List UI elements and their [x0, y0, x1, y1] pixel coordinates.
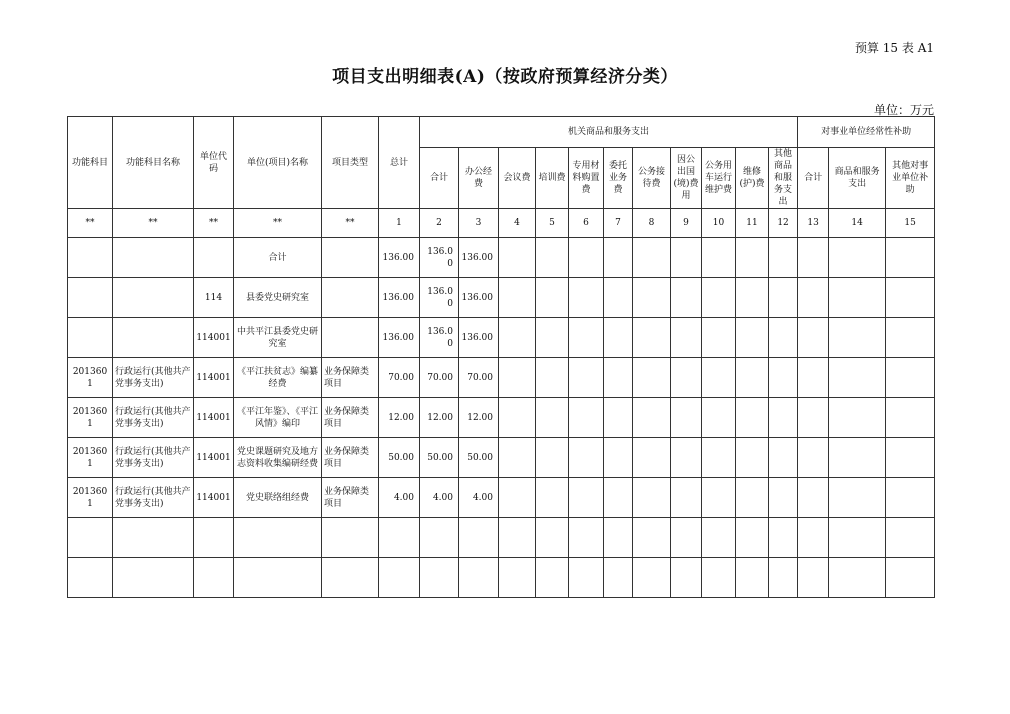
cell-empty: [829, 318, 886, 358]
sub-header-a-3: 培训费: [536, 148, 569, 209]
cell-empty: [736, 318, 769, 358]
cell-empty: [499, 478, 536, 518]
sub-header-a-0: 合计: [420, 148, 459, 209]
cell-unit-code: 114001: [194, 358, 234, 398]
group-a-header: 机关商品和服务支出: [420, 117, 798, 148]
cell-empty: [604, 358, 633, 398]
cell-unit-code: 114001: [194, 398, 234, 438]
cell-func-code: 2013601: [68, 478, 113, 518]
cell-empty: [604, 518, 633, 558]
cell-empty: [769, 358, 798, 398]
cell-empty: [604, 478, 633, 518]
sub-header-a-7: 因公出国(境)费用: [671, 148, 702, 209]
cell-func-name: 行政运行(其他共产党事务支出): [113, 438, 194, 478]
cell-empty: [499, 438, 536, 478]
cell-unit-code: 114001: [194, 438, 234, 478]
table-row: [68, 398, 935, 438]
cell-empty: [769, 398, 798, 438]
cell-type: 业务保障类项目: [322, 438, 379, 478]
cell-empty: [769, 238, 798, 278]
column-number: 5: [536, 209, 569, 238]
cell-unit-code: [194, 558, 234, 598]
col-func-name-header: 功能科目名称: [113, 117, 194, 209]
column-number: 7: [604, 209, 633, 238]
column-number: 4: [499, 209, 536, 238]
table-row: [68, 358, 935, 398]
cell-empty: [702, 318, 736, 358]
cell-unit-code: 114: [194, 278, 234, 318]
sub-header-a-4: 专用材料购置费: [569, 148, 604, 209]
cell-func-code: 2013601: [68, 438, 113, 478]
cell-empty: [702, 278, 736, 318]
cell-name: 中共平江县委党史研究室: [234, 318, 322, 358]
cell-empty: [569, 278, 604, 318]
cell-empty: [829, 478, 886, 518]
cell-empty: [829, 398, 886, 438]
group-b-header: 对事业单位经常性补助: [798, 117, 935, 148]
column-number: 14: [829, 209, 886, 238]
cell-empty: [798, 478, 829, 518]
cell-name: [234, 518, 322, 558]
sub-header-b-0: 合计: [798, 148, 829, 209]
cell-office: 136.00: [459, 238, 499, 278]
cell-name: 党史联络组经费: [234, 478, 322, 518]
cell-func-name: [113, 238, 194, 278]
cell-empty: [798, 278, 829, 318]
cell-a-total: 50.00: [420, 438, 459, 478]
cell-empty: [736, 438, 769, 478]
cell-func-code: 2013601: [68, 398, 113, 438]
cell-total: 4.00: [379, 478, 420, 518]
cell-empty: [736, 358, 769, 398]
cell-office: 50.00: [459, 438, 499, 478]
cell-empty: [604, 238, 633, 278]
cell-empty: [702, 558, 736, 598]
cell-empty: [798, 318, 829, 358]
cell-office: 136.00: [459, 318, 499, 358]
cell-name: 党史课题研究及地方志资料收集编研经费: [234, 438, 322, 478]
cell-empty: [536, 398, 569, 438]
cell-name: 《平江年鉴》、《平江风情》编印: [234, 398, 322, 438]
table-row: [68, 438, 935, 478]
cell-empty: [536, 358, 569, 398]
cell-unit-code: 114001: [194, 478, 234, 518]
cell-empty: [499, 398, 536, 438]
cell-empty: [604, 278, 633, 318]
cell-func-name: 行政运行(其他共产党事务支出): [113, 478, 194, 518]
cell-empty: [886, 278, 935, 318]
cell-unit-code: [194, 518, 234, 558]
table-row: [68, 518, 935, 558]
cell-empty: [702, 238, 736, 278]
cell-func-code: [68, 558, 113, 598]
cell-empty: [702, 358, 736, 398]
cell-empty: [671, 278, 702, 318]
cell-a-total: 12.00: [420, 398, 459, 438]
cell-empty: [769, 318, 798, 358]
cell-empty: [671, 358, 702, 398]
cell-empty: [633, 518, 671, 558]
cell-func-code: [68, 238, 113, 278]
cell-a-total: [420, 518, 459, 558]
cell-empty: [736, 398, 769, 438]
sub-header-a-9: 维修(护)费: [736, 148, 769, 209]
cell-a-total: 136.00: [420, 278, 459, 318]
column-number: 11: [736, 209, 769, 238]
cell-empty: [536, 478, 569, 518]
cell-empty: [633, 238, 671, 278]
cell-type: [322, 238, 379, 278]
cell-empty: [633, 558, 671, 598]
page-title: 项目支出明细表(A)（按政府预算经济分类）: [332, 67, 678, 87]
col-proj-type-header: 项目类型: [322, 117, 379, 209]
cell-total: 136.00: [379, 278, 420, 318]
cell-name: 《平江扶贫志》编纂经费: [234, 358, 322, 398]
cell-office: 12.00: [459, 398, 499, 438]
cell-empty: [671, 478, 702, 518]
cell-empty: [798, 518, 829, 558]
cell-empty: [633, 398, 671, 438]
cell-empty: [736, 238, 769, 278]
cell-empty: [633, 478, 671, 518]
cell-type: [322, 278, 379, 318]
cell-empty: [829, 358, 886, 398]
cell-empty: [536, 438, 569, 478]
column-number: 2: [420, 209, 459, 238]
number-row: [68, 209, 935, 238]
cell-empty: [769, 278, 798, 318]
cell-unit-code: 114001: [194, 318, 234, 358]
cell-func-code: 2013601: [68, 358, 113, 398]
cell-empty: [829, 278, 886, 318]
cell-empty: [633, 278, 671, 318]
table-row: [68, 478, 935, 518]
cell-func-name: [113, 558, 194, 598]
column-number: 12: [769, 209, 798, 238]
cell-name: 县委党史研究室: [234, 278, 322, 318]
cell-empty: [536, 518, 569, 558]
cell-empty: [536, 318, 569, 358]
col-unit-name-header: 单位(项目)名称: [234, 117, 322, 209]
cell-a-total: 70.00: [420, 358, 459, 398]
cell-empty: [499, 518, 536, 558]
cell-empty: [769, 438, 798, 478]
cell-office: [459, 558, 499, 598]
cell-type: [322, 318, 379, 358]
cell-empty: [569, 238, 604, 278]
col-unit-code-header: 单位代码: [194, 117, 234, 209]
cell-empty: [499, 358, 536, 398]
column-number: **: [194, 209, 234, 238]
cell-a-total: [420, 558, 459, 598]
cell-empty: [633, 438, 671, 478]
cell-empty: [604, 438, 633, 478]
cell-office: 136.00: [459, 278, 499, 318]
cell-func-name: [113, 318, 194, 358]
cell-empty: [569, 558, 604, 598]
cell-empty: [604, 558, 633, 598]
cell-empty: [769, 478, 798, 518]
cell-empty: [886, 358, 935, 398]
cell-empty: [736, 558, 769, 598]
table-row: [68, 238, 935, 278]
cell-total: 12.00: [379, 398, 420, 438]
cell-total: 136.00: [379, 318, 420, 358]
cell-func-name: 行政运行(其他共产党事务支出): [113, 358, 194, 398]
cell-empty: [829, 518, 886, 558]
table-row: [68, 318, 935, 358]
cell-a-total: 136.00: [420, 238, 459, 278]
cell-empty: [702, 438, 736, 478]
sub-header-a-5: 委托业务费: [604, 148, 633, 209]
cell-empty: [798, 398, 829, 438]
cell-func-code: [68, 518, 113, 558]
cell-unit-code: [194, 238, 234, 278]
cell-total: [379, 518, 420, 558]
cell-office: 70.00: [459, 358, 499, 398]
cell-type: [322, 518, 379, 558]
cell-empty: [886, 398, 935, 438]
cell-func-name: [113, 278, 194, 318]
cell-func-name: 行政运行(其他共产党事务支出): [113, 398, 194, 438]
cell-empty: [829, 438, 886, 478]
cell-empty: [702, 398, 736, 438]
cell-type: 业务保障类项目: [322, 358, 379, 398]
cell-a-total: 136.00: [420, 318, 459, 358]
cell-empty: [886, 478, 935, 518]
cell-a-total: 4.00: [420, 478, 459, 518]
cell-type: [322, 558, 379, 598]
cell-empty: [499, 558, 536, 598]
cell-empty: [569, 358, 604, 398]
cell-empty: [886, 438, 935, 478]
cell-empty: [702, 518, 736, 558]
cell-empty: [633, 318, 671, 358]
sub-header-a-1: 办公经费: [459, 148, 499, 209]
cell-empty: [671, 518, 702, 558]
cell-empty: [633, 358, 671, 398]
cell-empty: [569, 318, 604, 358]
cell-empty: [604, 318, 633, 358]
cell-empty: [798, 438, 829, 478]
unit-label: 单位：万元: [873, 103, 934, 117]
cell-empty: [886, 558, 935, 598]
column-number: 6: [569, 209, 604, 238]
column-number: 3: [459, 209, 499, 238]
cell-empty: [604, 398, 633, 438]
cell-empty: [702, 478, 736, 518]
column-number: 1: [379, 209, 420, 238]
cell-name: 合计: [234, 238, 322, 278]
cell-empty: [671, 438, 702, 478]
cell-name: [234, 558, 322, 598]
cell-func-name: [113, 518, 194, 558]
cell-empty: [569, 518, 604, 558]
column-number: **: [113, 209, 194, 238]
cell-func-code: [68, 318, 113, 358]
cell-empty: [536, 238, 569, 278]
sub-header-a-2: 会议费: [499, 148, 536, 209]
sub-header-a-8: 公务用车运行维护费: [702, 148, 736, 209]
cell-office: 4.00: [459, 478, 499, 518]
cell-empty: [736, 518, 769, 558]
cell-empty: [536, 558, 569, 598]
sub-header-b-2: 其他对事业单位补助: [886, 148, 935, 209]
form-code: 预算 15 表 A1: [854, 41, 934, 55]
cell-empty: [769, 518, 798, 558]
sub-header-b-1: 商品和服务支出: [829, 148, 886, 209]
cell-empty: [886, 318, 935, 358]
cell-empty: [769, 558, 798, 598]
cell-type: 业务保障类项目: [322, 478, 379, 518]
cell-empty: [798, 238, 829, 278]
cell-empty: [671, 558, 702, 598]
column-number: 9: [671, 209, 702, 238]
cell-empty: [671, 238, 702, 278]
cell-empty: [499, 278, 536, 318]
column-number: 8: [633, 209, 671, 238]
cell-type: 业务保障类项目: [322, 398, 379, 438]
cell-total: 136.00: [379, 238, 420, 278]
column-number: **: [322, 209, 379, 238]
cell-empty: [886, 518, 935, 558]
cell-empty: [569, 478, 604, 518]
table-row: [68, 558, 935, 598]
column-number: **: [234, 209, 322, 238]
sub-header-a-10: 其他商品和服务支出: [769, 148, 798, 209]
cell-empty: [829, 238, 886, 278]
cell-empty: [886, 238, 935, 278]
column-number: 13: [798, 209, 829, 238]
cell-empty: [798, 558, 829, 598]
cell-empty: [798, 358, 829, 398]
cell-empty: [736, 478, 769, 518]
budget-table: [67, 116, 935, 598]
col-func-code-header: 功能科目: [68, 117, 113, 209]
cell-empty: [499, 238, 536, 278]
cell-empty: [499, 318, 536, 358]
cell-total: 50.00: [379, 438, 420, 478]
cell-total: 70.00: [379, 358, 420, 398]
column-number: 15: [886, 209, 935, 238]
cell-empty: [671, 398, 702, 438]
cell-empty: [569, 398, 604, 438]
cell-empty: [829, 558, 886, 598]
column-number: 10: [702, 209, 736, 238]
col-total-header: 总计: [379, 117, 420, 209]
cell-total: [379, 558, 420, 598]
table-row: [68, 278, 935, 318]
cell-empty: [671, 318, 702, 358]
cell-func-code: [68, 278, 113, 318]
column-number: **: [68, 209, 113, 238]
cell-office: [459, 518, 499, 558]
cell-empty: [736, 278, 769, 318]
cell-empty: [536, 278, 569, 318]
sub-header-a-6: 公务接待费: [633, 148, 671, 209]
header-row-1: [68, 117, 935, 148]
cell-empty: [569, 438, 604, 478]
